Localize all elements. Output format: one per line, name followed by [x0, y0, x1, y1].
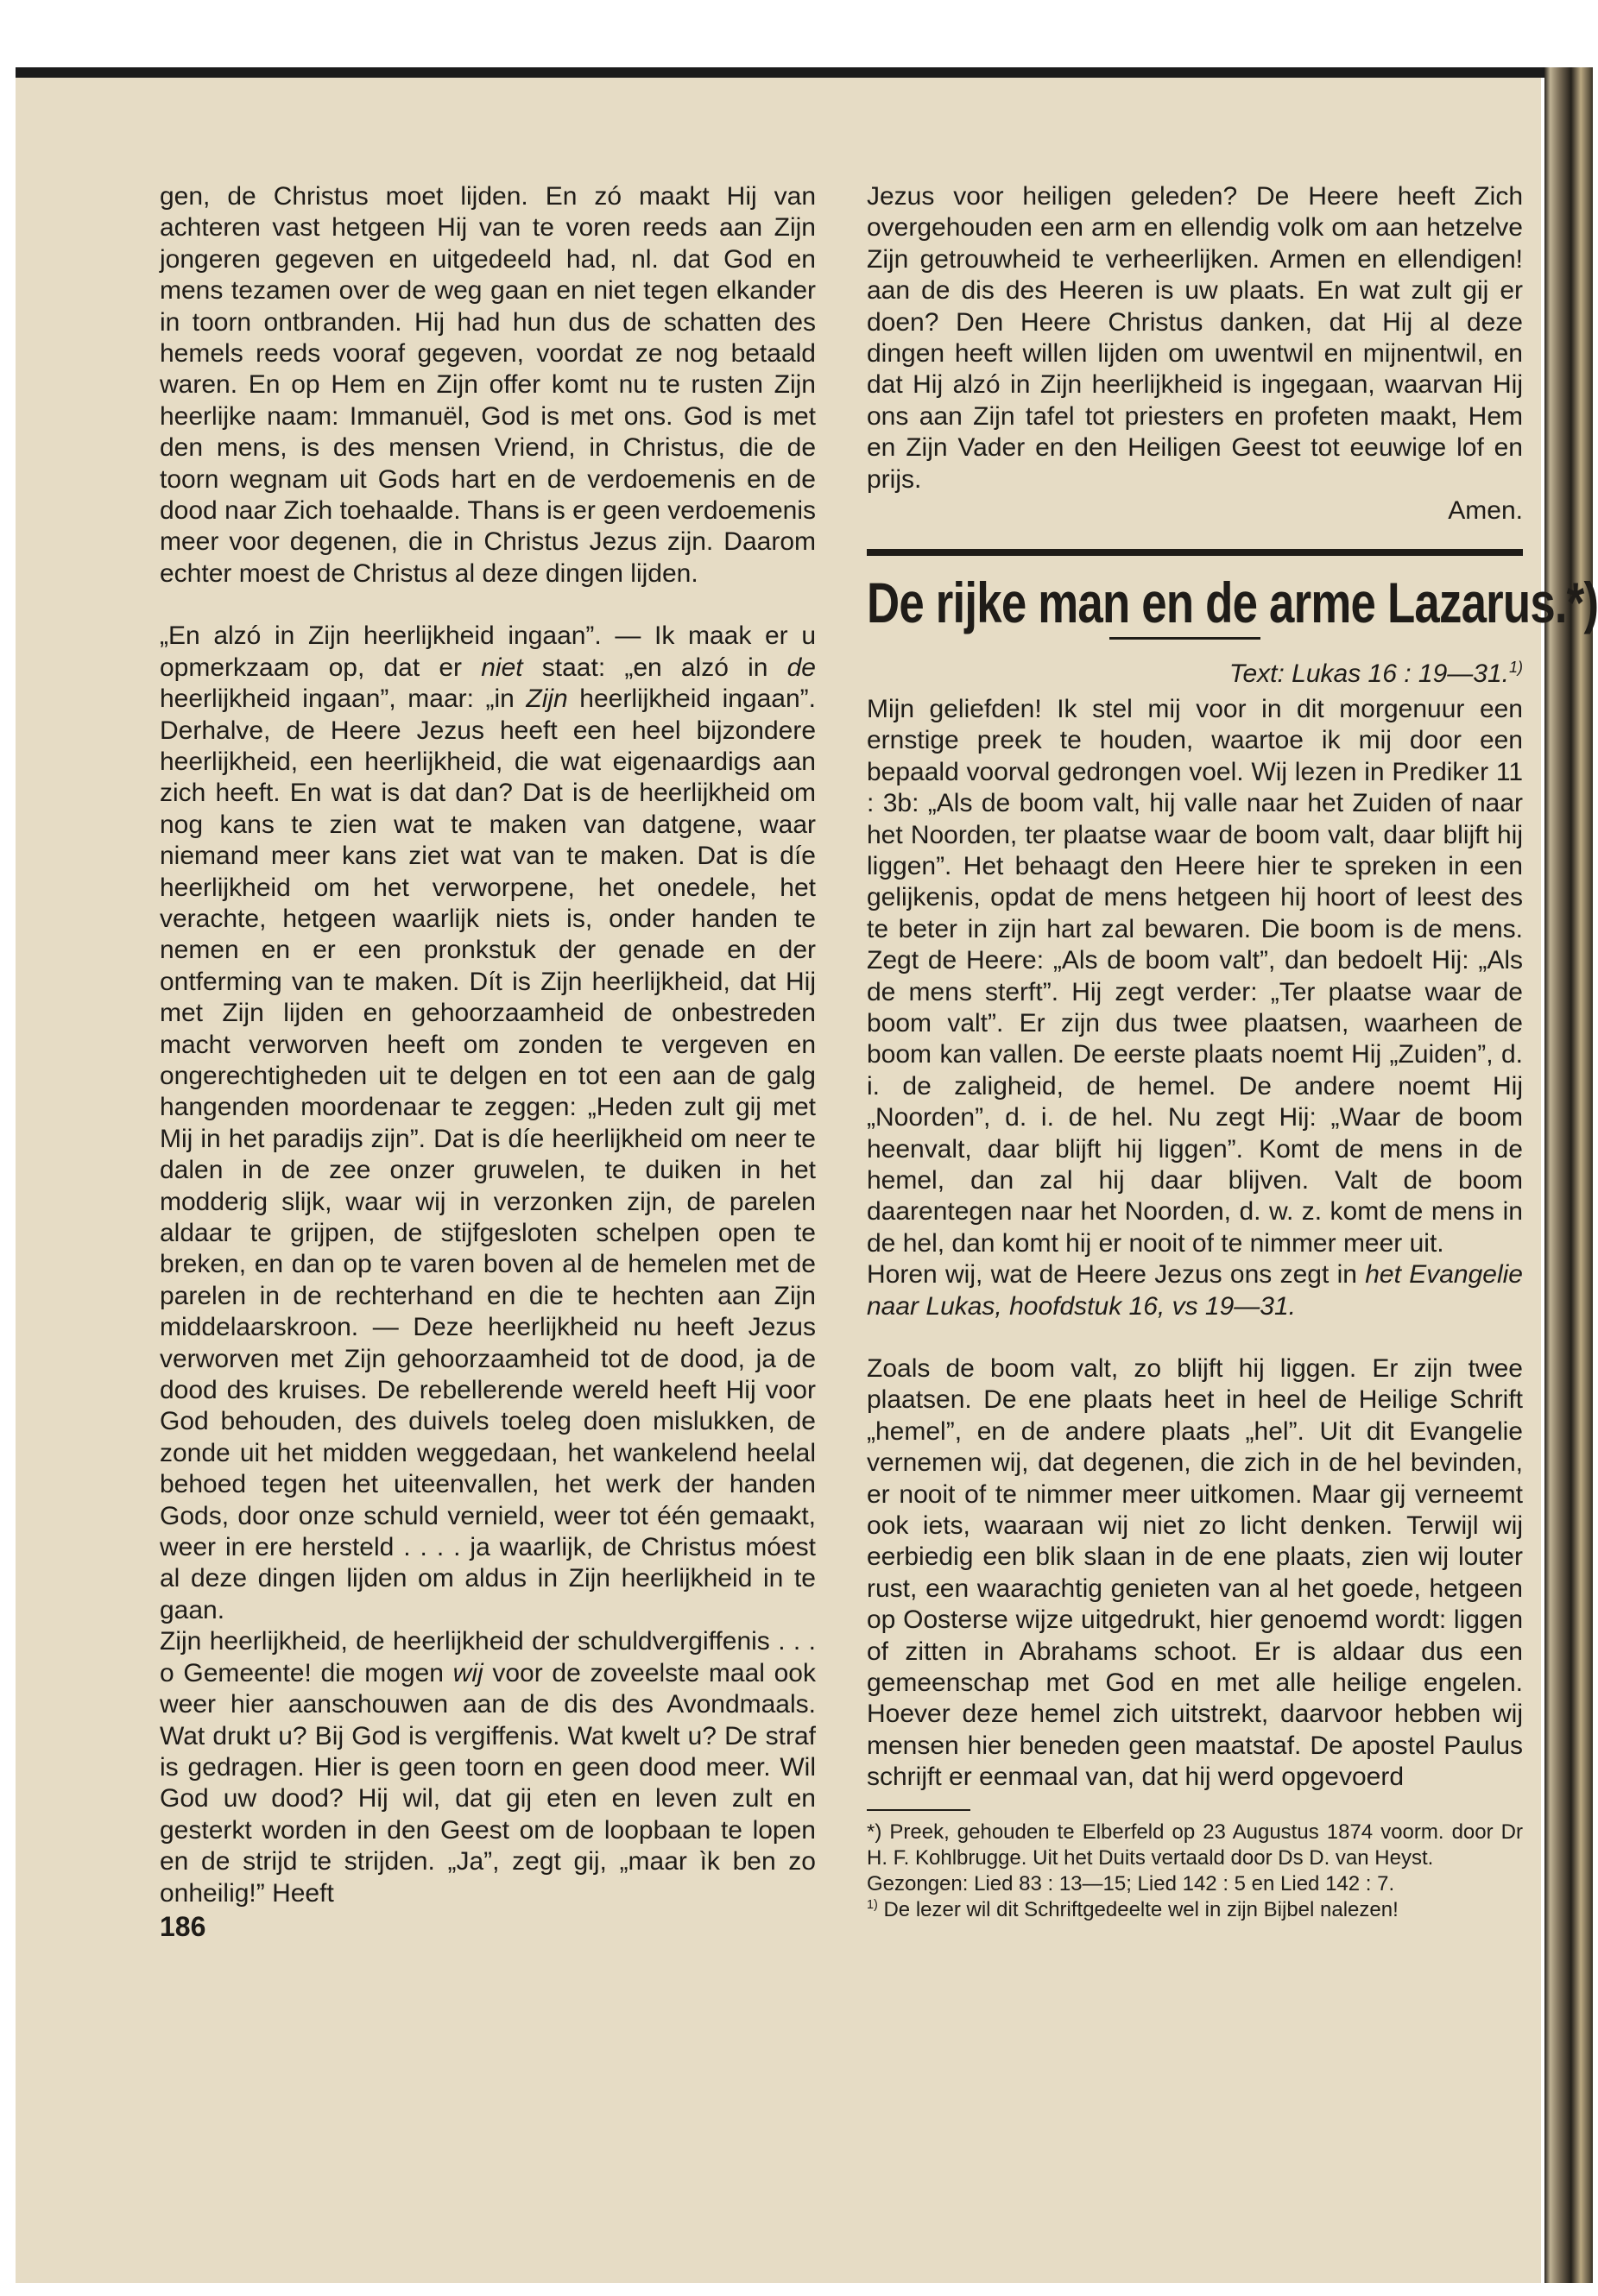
emphasis: Zijn — [526, 684, 568, 714]
paragraph: „En alzó in Zijn heerlijkheid ingaan”. — Ik maak er u opmerkzaam op, dat er niet staat: „en alzó in de heerlijkheid ingaan”, maar: „in Zijn heerlijkheid ingaan”. Derhalve, de Heere Jezus heeft een heel bijzondere heerlijkheid, een heerlijkheid, die wat eigenaardigs aan zich heeft. En wat is dat dan? Dat is de heerlijkheid om nog kans te zien wat te maken van datgene, waar niemand meer kans ziet wat van te maken. Dat is díe heerlijkheid om het verworpene, het onedele, het verachte, hetgeen waarlijk niets is, onder handen te nemen en er een pronkstuk der genade en der ontferming van te maken. Dít is Zijn heerlijkheid, dat Hij met Zijn lijden en gehoorzaamheid de onbestreden macht verworven heeft om zonden te vergeven en ongerechtigheden uit te delgen en tot een aan de galg hangenden moordenaar te zeggen: „Heden zult gij met Mij in het paradijs zijn”. Dat is díe heerlijkheid om neer te dalen in de zee onzer gruwelen, te duiken in het modderig slijk, waar wij in verzonken zijn, de parelen aldaar te grijpen, de stijfgesloten schelpen open te breken, en dan op te varen boven al de hemelen met de parelen in de rechterhand en die te hechten aan Zijn middelaarskroon. — Deze heerlijkheid nu heeft Jezus verworven met Zijn gehoorzaamheid tot de dood, ja de dood des kruises. De rebellerende wereld heeft Hij voor God behouden, des duivels toeleg doen mislukken, de zonde uit het midden weggedaan, het wankelend heelal behoed tegen het uiteenvallen, het werk der handen Gods, door onze schuld vernield, weer tot één gemaakt, weer in ere hersteld . . . . ja waarlijk, de Christus móest al deze dingen lijden om aldus in Zijn heerlijkheid in te gaan. — [160, 621, 816, 1624]
right-column — [867, 181, 1598, 1923]
page-number: 186 — [160, 1910, 206, 1942]
paragraph: Mijn geliefden! Ik stel mij voor in dit morgenuur een ernstige preek te houden, waartoe ik mij door een bepaald voorval gedrongen voel. Wij lezen in Prediker 11 : 3b: „Als de boom valt, hij valle naar het Zuiden of naar het Noorden, ter plaatse waar de boom valt, daar blijft hij liggen”. Het behaagt den Heere hier te spreken in een gelijkenis, opdat de mens hetgeen hij hoort of leest des te beter in zijn hart zal bewaren. Die boom is de mens. Zegt de Heere: „Als de boom valt”, dan bedoelt Hij: „Als de mens sterft”. Hij zegt verder: „Ter plaatse waar de boom valt”. Er zijn dus twee plaatsen, waarheen de boom kan vallen. De eerste plaats noemt Hij „Zuiden”, d. i. de zaligheid, de hemel. De andere noemt Hij „Noorden”, d. i. de hel. Nu zegt Hij: „Waar de boom heenvalt, daar blijft hij liggen”. Komt de mens in de hemel, dan zal hij daar blijven. Valt de boom daarentegen naar het Noorden, d. w. z. komt de mens in de hel, dan komt hij er nooit of te nimmer meer uit. — [867, 694, 1523, 1258]
paragraph: Jezus voor heiligen geleden? De Heere heeft Zich overgehouden een arm en ellendig volk om aan hetzelve Zijn getrouwheid te verheerlijken. Armen en ellendigen! aan de dis des Heeren is uw plaats. En wat zult gij er doen? Den Heere Christus danken, dat Hij al deze dingen heeft willen lijden om uwentwil en mijnentwil, en dat Hij alzó in Zijn heerlijkheid is ingegaan, waarvan Hij ons aan Zijn tafel tot priesters en profeten maakt, Hem en Zijn Vader en den Heiligen Geest tot eeuwige lof en prijs. — [867, 182, 1523, 494]
closing-amen: Amen. — [1448, 496, 1523, 526]
paragraph: Zoals de boom valt, zo blijft hij liggen. Er zijn twee plaatsen. De ene plaats heet in heel de Heilige Schrift „hemel”, en de andere plaats „hel”. Uit dit Evangelie vernemen wij, dat degenen, die zich in de hel bevinden, er nooit of te nimmer meer uitkomen. Maar gij verneemt ook iets, waaraan wij niet zo licht denken. Terwijl wij eerbiedig een blik slaan in de ene plaats, zien wij louter rust, een waarachtig genieten van al het goede, hetgeen op Oosterse wijze uitgedrukt, hier genoemd wordt: liggen of zitten in Abrahams schoot. Er is aldaar dus een gemeenschap met God en met alle heilige engelen. Hoever deze hemel zich uitstrekt, daarvoor hebben wij mensen hier beneden geen maatstaf. De apostel Paulus schrijft er eenmaal van, dat hij werd opgevoerd — [867, 1354, 1523, 1792]
footnote: Gezongen: Lied 83 : 13—15; Lied 142 : 5 en Lied 142 : 7. — [867, 1871, 1395, 1895]
paragraph: Zijn heerlijkheid, de heerlijkheid der schuldvergiffenis . . . o Gemeente! die mogen wij voor de zoveelste maal ook weer hier aanschouwen aan de dis des Avondmaals. Wat drukt u? Bij God is vergiffenis. Wat kwelt u? De straf is gedragen. Hier is geen toorn en geen dood meer. Wil God uw dood? Hij wil, dat gij eten en leven zult en gesterkt worden in den Geest om de loopbaan te lopen en de strijd te strijden. „Ja”, zegt gij, „maar ìk ben zo onheilig!” Heeft — [160, 1627, 816, 1908]
paragraph: Horen wij, wat de Heere Jezus ons zegt in het Evangelie naar Lukas, hoofdstuk 16, vs 19—31. — [867, 1260, 1523, 1321]
scan-top-edge — [16, 67, 1593, 78]
paragraph: gen, de Christus moet lijden. En zó maakt Hij van achteren vast hetgeen Hij van te voren reeds aan Zijn jongeren gegeven en uitgedeeld had, nl. dat God en mens tezamen over de weg gaan en niet tegen elkander in toorn ontbranden. Hij had hun dus de schatten des hemels reeds vooraf gegeven, voordat ze nog betaald waren. En op Hem en Zijn offer komt nu te rusten Zijn heerlijke naam: Immanuël, God is met ons. God is met den mens, is des mensen Vriend, in Christus, die de toorn wegnam uit Gods hart en de verdoemenis en de dood naar Zich toehaalde. Thans is er geen verdoemenis meer voor degenen, die in Christus Jezus zijn. Daarom echter moest de Christus al deze dingen lijden. — [160, 182, 816, 588]
emphasis: de — [786, 653, 816, 682]
scripture-reference: Text: Lukas 16 : 19—31.$^{1)}$ — [1229, 659, 1523, 689]
title-underline — [1109, 637, 1260, 640]
emphasis: niet — [481, 653, 523, 682]
emphasis: het Evangelie naar Lukas, hoofdstuk 16, vs 19—31. — [867, 1260, 1523, 1321]
section-divider — [867, 549, 1523, 556]
book-spine — [1544, 67, 1593, 2283]
footnote-marker: 1) — [1508, 659, 1523, 677]
footnote-divider — [867, 1809, 970, 1811]
footnote-marker: *) — [1566, 571, 1598, 635]
left-column — [160, 181, 816, 1942]
footnote: *) Preek, gehouden te Elberfeld op 23 Augustus 1874 voorm. door Dr H. F. Kohlbrugge. Uit het Duits vertaald door Ds D. van Heyst. — [867, 1820, 1523, 1870]
emphasis: wij — [452, 1658, 483, 1687]
footnote: $^{1)}$ De lezer wil dit Schriftgedeelte wel in zijn Bijbel nalezen! — [867, 1897, 1399, 1921]
sermon-title: De rijke man en de arme Lazarus.*) — [867, 571, 1598, 635]
